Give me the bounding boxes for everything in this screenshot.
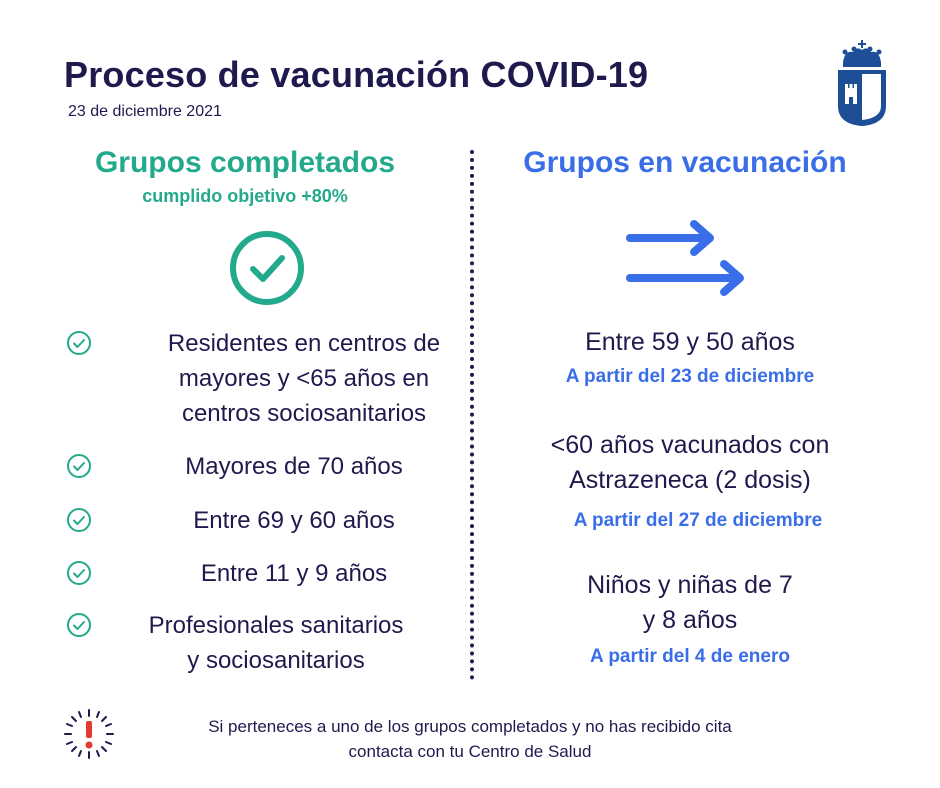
check-circle-small-icon [66, 453, 92, 479]
vaccinating-heading: Grupos en vacunación [523, 146, 847, 179]
completed-item-label: Profesionales sanitarios y sociosanitarios [148, 612, 404, 674]
check-circle-small-icon [66, 507, 92, 533]
check-circle-icon [229, 230, 305, 306]
check-circle-small-icon [66, 330, 92, 356]
alert-exclamation-icon [63, 708, 115, 760]
page-title: Proceso de vacunación COVID-19 [64, 54, 649, 95]
double-arrow-right-icon [622, 218, 752, 300]
coat-of-arms-icon [835, 40, 889, 126]
completed-item-label: Entre 11 y 9 años [200, 560, 388, 587]
vaccinating-group [490, 325, 890, 388]
completed-item-label: Entre 69 y 60 años [193, 507, 395, 534]
vaccinating-group-name: <60 años vacunados con Astrazeneca (2 dosis) [550, 431, 830, 494]
footer-note: Si perteneces a uno de los grupos completados y no has recibido cita contacta con tu Centro de Salud [208, 717, 732, 761]
date-label: 23 de diciembre 2021 [68, 103, 222, 120]
completed-heading: Grupos completados [94, 146, 396, 179]
vaccinating-group-start: A partir del 27 de diciembre [573, 510, 823, 531]
vaccinating-group-start: A partir del 4 de enero [590, 646, 790, 667]
vaccinating-group [490, 428, 890, 532]
vaccinating-group-name: Entre 59 y 50 años [585, 328, 795, 356]
completed-item-label: Mayores de 70 años [185, 453, 403, 480]
vaccinating-group-start: A partir del 23 de diciembre [565, 366, 815, 387]
vaccinating-group [490, 568, 890, 668]
vaccinating-group-name: Niños y niñas de 7 y 8 años [587, 571, 793, 634]
completed-subheading: cumplido objetivo +80% [142, 186, 348, 206]
completed-item-label: Residentes en centros de mayores y <65 años en centros sociosanitarios [167, 330, 441, 427]
check-circle-small-icon [66, 560, 92, 586]
